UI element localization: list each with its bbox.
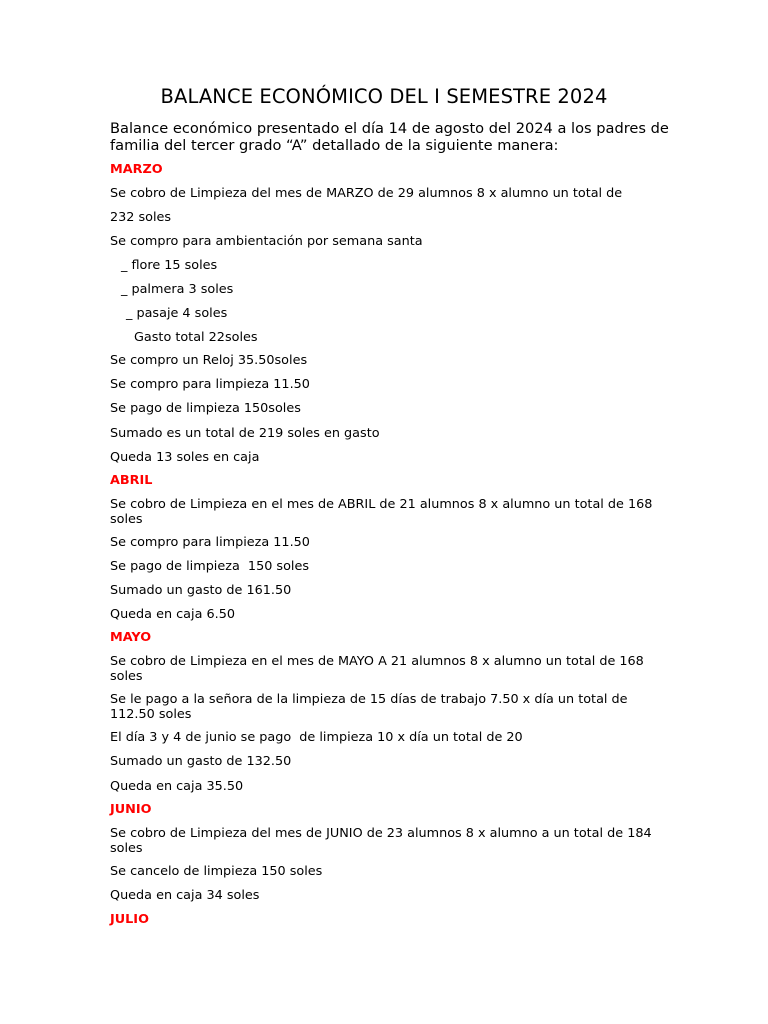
abril-line: Se pago de limpieza 150 soles: [110, 559, 310, 574]
junio-balance: Queda en caja 34 soles: [110, 888, 260, 903]
marzo-subtotal: Gasto total 22soles: [134, 330, 258, 345]
marzo-line: Se compro para ambientación por semana santa: [110, 234, 423, 249]
section-heading-julio: JULIO: [110, 912, 149, 927]
marzo-line: Se cobro de Limpieza del mes de MARZO de 29 alumnos 8 x alumno un total de: [110, 186, 623, 201]
mayo-line: Se cobro de Limpieza en el mes de MAYO A 21 alumnos 8 x alumno un total de 168 soles: [110, 654, 644, 684]
section-heading-mayo: MAYO: [110, 630, 152, 645]
marzo-line: Se pago de limpieza 150soles: [110, 401, 301, 416]
abril-balance: Queda en caja 6.50: [110, 607, 235, 622]
intro-paragraph: Balance económico presentado el día 14 de agosto del 2024 a los padres de familia del tercer grado “A” detallado de la siguiente manera:: [110, 120, 669, 154]
marzo-line: Sumado es un total de 219 soles en gasto: [110, 426, 380, 441]
mayo-line: Sumado un gasto de 132.50: [110, 754, 292, 769]
mayo-line: El día 3 y 4 de junio se pago de limpieza 10 x día un total de 20: [110, 730, 523, 745]
marzo-line: Se compro un Reloj 35.50soles: [110, 353, 308, 368]
section-heading-marzo: MARZO: [110, 162, 163, 177]
section-heading-abril: ABRIL: [110, 473, 153, 488]
marzo-line: Se compro para limpieza 11.50: [110, 377, 310, 392]
abril-line: Sumado un gasto de 161.50: [110, 583, 292, 598]
abril-line: Se cobro de Limpieza en el mes de ABRIL de 21 alumnos 8 x alumno un total de 168 soles: [110, 497, 653, 527]
junio-line: Se cobro de Limpieza del mes de JUNIO de 23 alumnos 8 x alumno a un total de 184 soles: [110, 826, 652, 856]
marzo-list-item: _ flore 15 soles: [121, 258, 218, 273]
section-heading-junio: JUNIO: [110, 802, 152, 817]
marzo-list-item: _ pasaje 4 soles: [126, 306, 228, 321]
abril-line: Se compro para limpieza 11.50: [110, 535, 310, 550]
mayo-balance: Queda en caja 35.50: [110, 779, 244, 794]
marzo-line: 232 soles: [110, 210, 172, 225]
marzo-balance: Queda 13 soles en caja: [110, 450, 260, 465]
marzo-list-item: _ palmera 3 soles: [121, 282, 234, 297]
mayo-line: Se le pago a la señora de la limpieza de 15 días de trabajo 7.50 x día un total de 112.50 soles: [110, 692, 628, 722]
document-title: BALANCE ECONÓMICO DEL I SEMESTRE 2024: [160, 85, 608, 108]
junio-line: Se cancelo de limpieza 150 soles: [110, 864, 323, 879]
